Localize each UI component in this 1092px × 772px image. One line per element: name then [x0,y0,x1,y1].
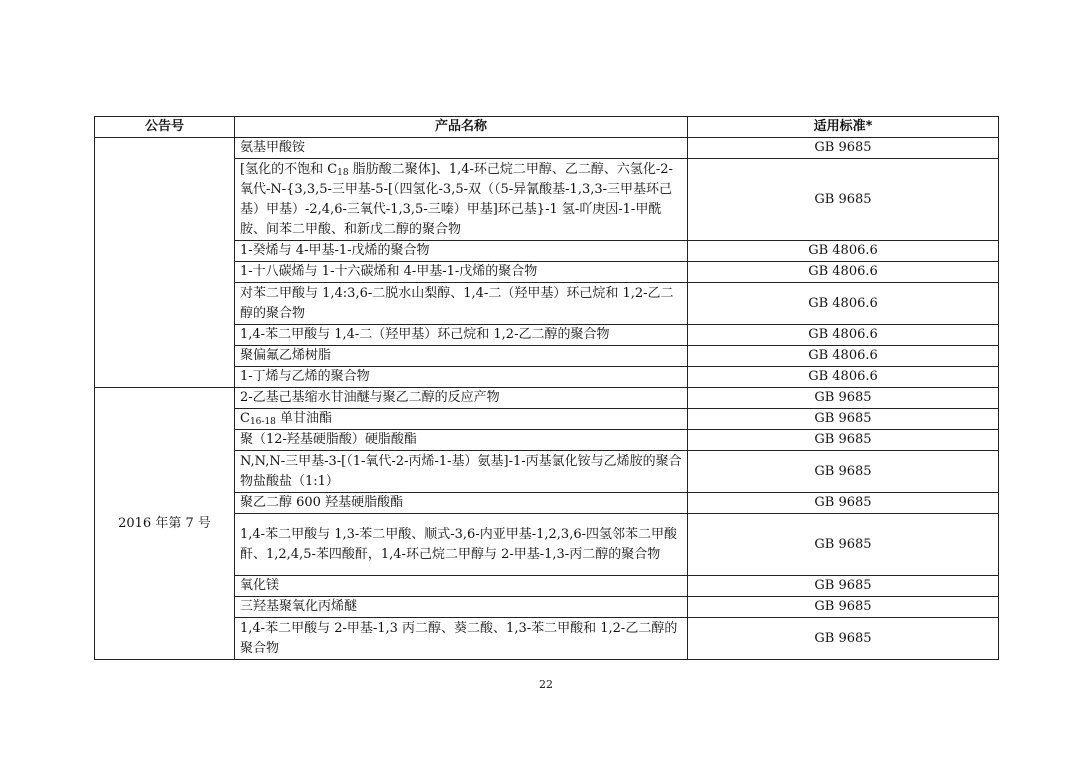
product-name: 1-十八碳烯与 1-十六碳烯和 4-甲基-1-戊烯的聚合物 [235,262,688,283]
product-name-part: [氢化的不饱和 C [240,161,338,177]
notice-cell-group1 [95,138,235,388]
product-name: 2-乙基己基缩水甘油醚与聚乙二醇的反应产物 [235,388,688,409]
header-notice-number: 公告号 [95,117,235,138]
product-name: N,N,N-三甲基-3-[（1-氧代-2-丙烯-1-基）氨基]-1-丙基氯化铵与乙烯胺的聚合物盐酸盐（1:1） [235,451,688,493]
product-name-subscript: 16-18 [249,417,276,427]
product-name: 三羟基聚氧化丙烯醚 [235,597,688,618]
applicable-standard: GB 4806.6 [688,262,999,283]
product-name: 1-丁烯与乙烯的聚合物 [235,367,688,388]
applicable-standard: GB 4806.6 [688,367,999,388]
page-number: 22 [539,678,553,691]
product-name: 1,4-苯二甲酸与 1,4-二（羟甲基）环己烷和 1,2-乙二醇的聚合物 [235,325,688,346]
product-name: 1-癸烯与 4-甲基-1-戊烯的聚合物 [235,241,688,262]
product-name: 聚（12-羟基硬脂酸）硬脂酸酯 [235,430,688,451]
applicable-standard: GB 9685 [688,493,999,514]
applicable-standard: GB 9685 [688,597,999,618]
applicable-standard: GB 9685 [688,159,999,241]
applicable-standard: GB 9685 [688,409,999,430]
standards-table [94,116,999,660]
product-name: 1,4-苯二甲酸与 1,3-苯二甲酸、顺式-3,6-内亚甲基-1,2,3,6-四氢邻苯二甲酸酐、1,2,4,5-苯四酸酐，1,4-环己烷二甲醇与 2-甲基-1,3-丙二醇的聚合物 [235,514,688,576]
product-name [235,159,688,241]
applicable-standard: GB 9685 [688,514,999,576]
notice-cell-group2: 2016 年第 7 号 [95,388,235,660]
header-product-name: 产品名称 [235,117,688,138]
product-name: 氨基甲酸铵 [235,138,688,159]
applicable-standard: GB 9685 [688,618,999,660]
applicable-standard: GB 9685 [688,430,999,451]
table-row [95,388,999,409]
applicable-standard: GB 4806.6 [688,241,999,262]
applicable-standard: GB 4806.6 [688,283,999,325]
product-name-part: 单甘油酯 [275,411,333,426]
product-name [235,409,688,430]
applicable-standard: GB 9685 [688,388,999,409]
applicable-standard: GB 4806.6 [688,346,999,367]
product-name: 氧化镁 [235,576,688,597]
product-name-part: 脂肪酸二聚体]、1,4-环己烷二甲醇、乙二醇、六氢化-2-氧代-N-{3,3,5-三甲基-5-[（四氢化-3,5-双（（5-异氰酸基-1,3,3-三甲基环己基）甲基）-2,4,6-三氧代-1,3,5-三嗪）甲基]环己基}-1 氢-吖庚因-1-甲酰胺、间苯二甲酸、和新戊二醇的聚合物 [240,161,673,237]
product-name: 对苯二甲酸与 1,4:3,6-二脱水山梨醇、1,4-二（羟甲基）环己烷和 1,2-乙二醇的聚合物 [235,283,688,325]
product-name: 聚乙二醇 600 羟基硬脂酸酯 [235,493,688,514]
table-header-row [95,117,999,138]
header-applicable-standard: 适用标准* [688,117,999,138]
product-name: 1,4-苯二甲酸与 2-甲基-1,3 丙二醇、葵二酸、1,3-苯二甲酸和 1,2-乙二醇的聚合物 [235,618,688,660]
applicable-standard: GB 9685 [688,451,999,493]
table-row [95,138,999,159]
applicable-standard: GB 9685 [688,576,999,597]
product-name-part: C [240,411,250,426]
applicable-standard: GB 4806.6 [688,325,999,346]
product-name: 聚偏氟乙烯树脂 [235,346,688,367]
product-name-subscript: 18 [337,167,349,178]
applicable-standard: GB 9685 [688,138,999,159]
